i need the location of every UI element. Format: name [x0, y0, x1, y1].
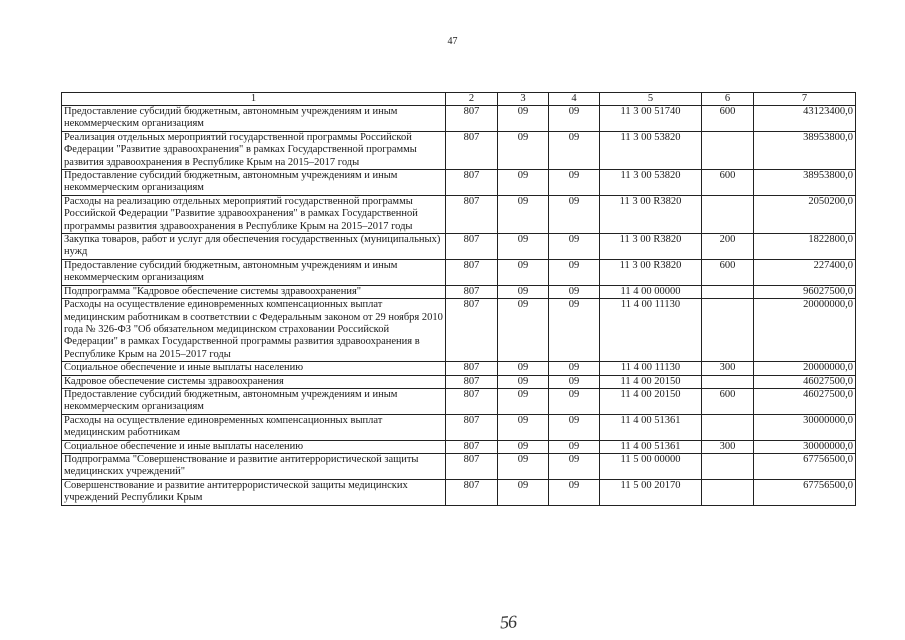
ministry-code: 807 [446, 299, 498, 362]
table-row [62, 106, 856, 132]
target-article-code: 11 3 00 R3820 [600, 195, 702, 233]
table-row [62, 195, 856, 233]
row-description: Совершенствование и развитие антитеррористической защиты медицинских учреждений Республики Крым [62, 479, 446, 505]
amount-value: 30000000,0 [754, 414, 856, 440]
table-row [62, 285, 856, 298]
row-description: Предоставление субсидий бюджетным, автономным учреждениям и иным некоммерческим организациям [62, 388, 446, 414]
row-description: Предоставление субсидий бюджетным, автономным учреждениям и иным некоммерческим организациям [62, 170, 446, 196]
subsection-code: 09 [549, 375, 600, 388]
row-description: Расходы на осуществление единовременных компенсационных выплат медицинским работникам в соответствии с Федеральным законом от 29 ноября 2010 года № 326-ФЗ "Об обязательном медицинском страховании Российской Федерации" в рамках Государственной программы развития здравоохранения в Республике Крым на 2015–2017 годы [62, 299, 446, 362]
ministry-code: 807 [446, 106, 498, 132]
expense-type-code: 600 [702, 259, 754, 285]
ministry-code: 807 [446, 195, 498, 233]
subsection-code: 09 [549, 388, 600, 414]
subsection-code: 09 [549, 440, 600, 453]
section-code: 09 [498, 259, 549, 285]
subsection-code: 09 [549, 299, 600, 362]
subsection-code: 09 [549, 414, 600, 440]
subsection-code: 09 [549, 479, 600, 505]
row-description: Предоставление субсидий бюджетным, автономным учреждениям и иным некоммерческим организациям [62, 106, 446, 132]
header-cell: 3 [498, 93, 549, 106]
amount-value: 38953800,0 [754, 131, 856, 169]
header-cell: 6 [702, 93, 754, 106]
target-article-code: 11 4 00 00000 [600, 285, 702, 298]
subsection-code: 09 [549, 453, 600, 479]
amount-value: 1822800,0 [754, 234, 856, 260]
target-article-code: 11 4 00 11130 [600, 362, 702, 375]
header-cell: 4 [549, 93, 600, 106]
table-row [62, 440, 856, 453]
expense-type-code [702, 299, 754, 362]
ministry-code: 807 [446, 388, 498, 414]
row-description: Социальное обеспечение и иные выплаты населению [62, 440, 446, 453]
ministry-code: 807 [446, 375, 498, 388]
section-code: 09 [498, 234, 549, 260]
table-row [62, 375, 856, 388]
row-description: Подпрограмма "Кадровое обеспечение системы здравоохранения" [62, 285, 446, 298]
expense-type-code [702, 453, 754, 479]
row-description: Подпрограмма "Совершенствование и развитие антитеррористической защиты медицинских учреждений" [62, 453, 446, 479]
expense-type-code [702, 375, 754, 388]
table-row [62, 453, 856, 479]
section-code: 09 [498, 479, 549, 505]
table-row [62, 479, 856, 505]
target-article-code: 11 4 00 51361 [600, 414, 702, 440]
section-code: 09 [498, 375, 549, 388]
subsection-code: 09 [549, 259, 600, 285]
ministry-code: 807 [446, 479, 498, 505]
header-cell: 1 [62, 93, 446, 106]
handwritten-page-mark: 56 [499, 611, 517, 633]
table-row [62, 234, 856, 260]
subsection-code: 09 [549, 362, 600, 375]
row-description: Расходы на реализацию отдельных мероприятий государственной программы Российской Федерации "Развитие здравоохранения" в рамках Государственной программы развития здравоохранения в Республике Крым на 2015–2017 годы [62, 195, 446, 233]
expense-type-code [702, 195, 754, 233]
page-number: 47 [447, 36, 458, 47]
amount-value: 20000000,0 [754, 362, 856, 375]
table-header-row [62, 93, 856, 106]
ministry-code: 807 [446, 453, 498, 479]
target-article-code: 11 4 00 20150 [600, 388, 702, 414]
target-article-code: 11 3 00 53820 [600, 131, 702, 169]
ministry-code: 807 [446, 234, 498, 260]
table-row [62, 259, 856, 285]
header-cell: 2 [446, 93, 498, 106]
subsection-code: 09 [549, 170, 600, 196]
expense-type-code [702, 479, 754, 505]
target-article-code: 11 3 00 53820 [600, 170, 702, 196]
section-code: 09 [498, 414, 549, 440]
row-description: Закупка товаров, работ и услуг для обеспечения государственных (муниципальных) нужд [62, 234, 446, 260]
table-row [62, 131, 856, 169]
target-article-code: 11 4 00 51361 [600, 440, 702, 453]
subsection-code: 09 [549, 106, 600, 132]
section-code: 09 [498, 170, 549, 196]
table-row [62, 388, 856, 414]
row-description: Предоставление субсидий бюджетным, автономным учреждениям и иным некоммерческим организациям [62, 259, 446, 285]
section-code: 09 [498, 299, 549, 362]
table-row [62, 414, 856, 440]
amount-value: 46027500,0 [754, 388, 856, 414]
subsection-code: 09 [549, 195, 600, 233]
target-article-code: 11 4 00 20150 [600, 375, 702, 388]
section-code: 09 [498, 131, 549, 169]
section-code: 09 [498, 440, 549, 453]
budget-table [61, 92, 856, 506]
header-cell: 7 [754, 93, 856, 106]
ministry-code: 807 [446, 131, 498, 169]
ministry-code: 807 [446, 285, 498, 298]
section-code: 09 [498, 362, 549, 375]
expense-type-code: 600 [702, 388, 754, 414]
ministry-code: 807 [446, 170, 498, 196]
amount-value: 20000000,0 [754, 299, 856, 362]
table-row [62, 170, 856, 196]
amount-value: 67756500,0 [754, 479, 856, 505]
expense-type-code: 300 [702, 440, 754, 453]
ministry-code: 807 [446, 440, 498, 453]
section-code: 09 [498, 388, 549, 414]
row-description: Реализация отдельных мероприятий государственной программы Российской Федерации "Развитие здравоохранения" в рамках Государственной программы развития здравоохранения в Республике Крым на 2015–2017 годы [62, 131, 446, 169]
target-article-code: 11 5 00 20170 [600, 479, 702, 505]
amount-value: 227400,0 [754, 259, 856, 285]
subsection-code: 09 [549, 234, 600, 260]
expense-type-code [702, 285, 754, 298]
expense-type-code: 200 [702, 234, 754, 260]
amount-value: 38953800,0 [754, 170, 856, 196]
ministry-code: 807 [446, 414, 498, 440]
expense-type-code [702, 131, 754, 169]
section-code: 09 [498, 106, 549, 132]
target-article-code: 11 5 00 00000 [600, 453, 702, 479]
header-cell: 5 [600, 93, 702, 106]
expense-type-code: 600 [702, 106, 754, 132]
amount-value: 46027500,0 [754, 375, 856, 388]
target-article-code: 11 3 00 51740 [600, 106, 702, 132]
amount-value: 2050200,0 [754, 195, 856, 233]
subsection-code: 09 [549, 285, 600, 298]
expense-type-code [702, 414, 754, 440]
target-article-code: 11 3 00 R3820 [600, 234, 702, 260]
target-article-code: 11 4 00 11130 [600, 299, 702, 362]
section-code: 09 [498, 285, 549, 298]
expense-type-code: 600 [702, 170, 754, 196]
amount-value: 96027500,0 [754, 285, 856, 298]
ministry-code: 807 [446, 362, 498, 375]
section-code: 09 [498, 453, 549, 479]
amount-value: 43123400,0 [754, 106, 856, 132]
row-description: Социальное обеспечение и иные выплаты населению [62, 362, 446, 375]
section-code: 09 [498, 195, 549, 233]
amount-value: 30000000,0 [754, 440, 856, 453]
ministry-code: 807 [446, 259, 498, 285]
amount-value: 67756500,0 [754, 453, 856, 479]
target-article-code: 11 3 00 R3820 [600, 259, 702, 285]
table-row [62, 299, 856, 362]
row-description: Расходы на осуществление единовременных компенсационных выплат медицинским работникам [62, 414, 446, 440]
row-description: Кадровое обеспечение системы здравоохранения [62, 375, 446, 388]
table-row [62, 362, 856, 375]
expense-type-code: 300 [702, 362, 754, 375]
subsection-code: 09 [549, 131, 600, 169]
